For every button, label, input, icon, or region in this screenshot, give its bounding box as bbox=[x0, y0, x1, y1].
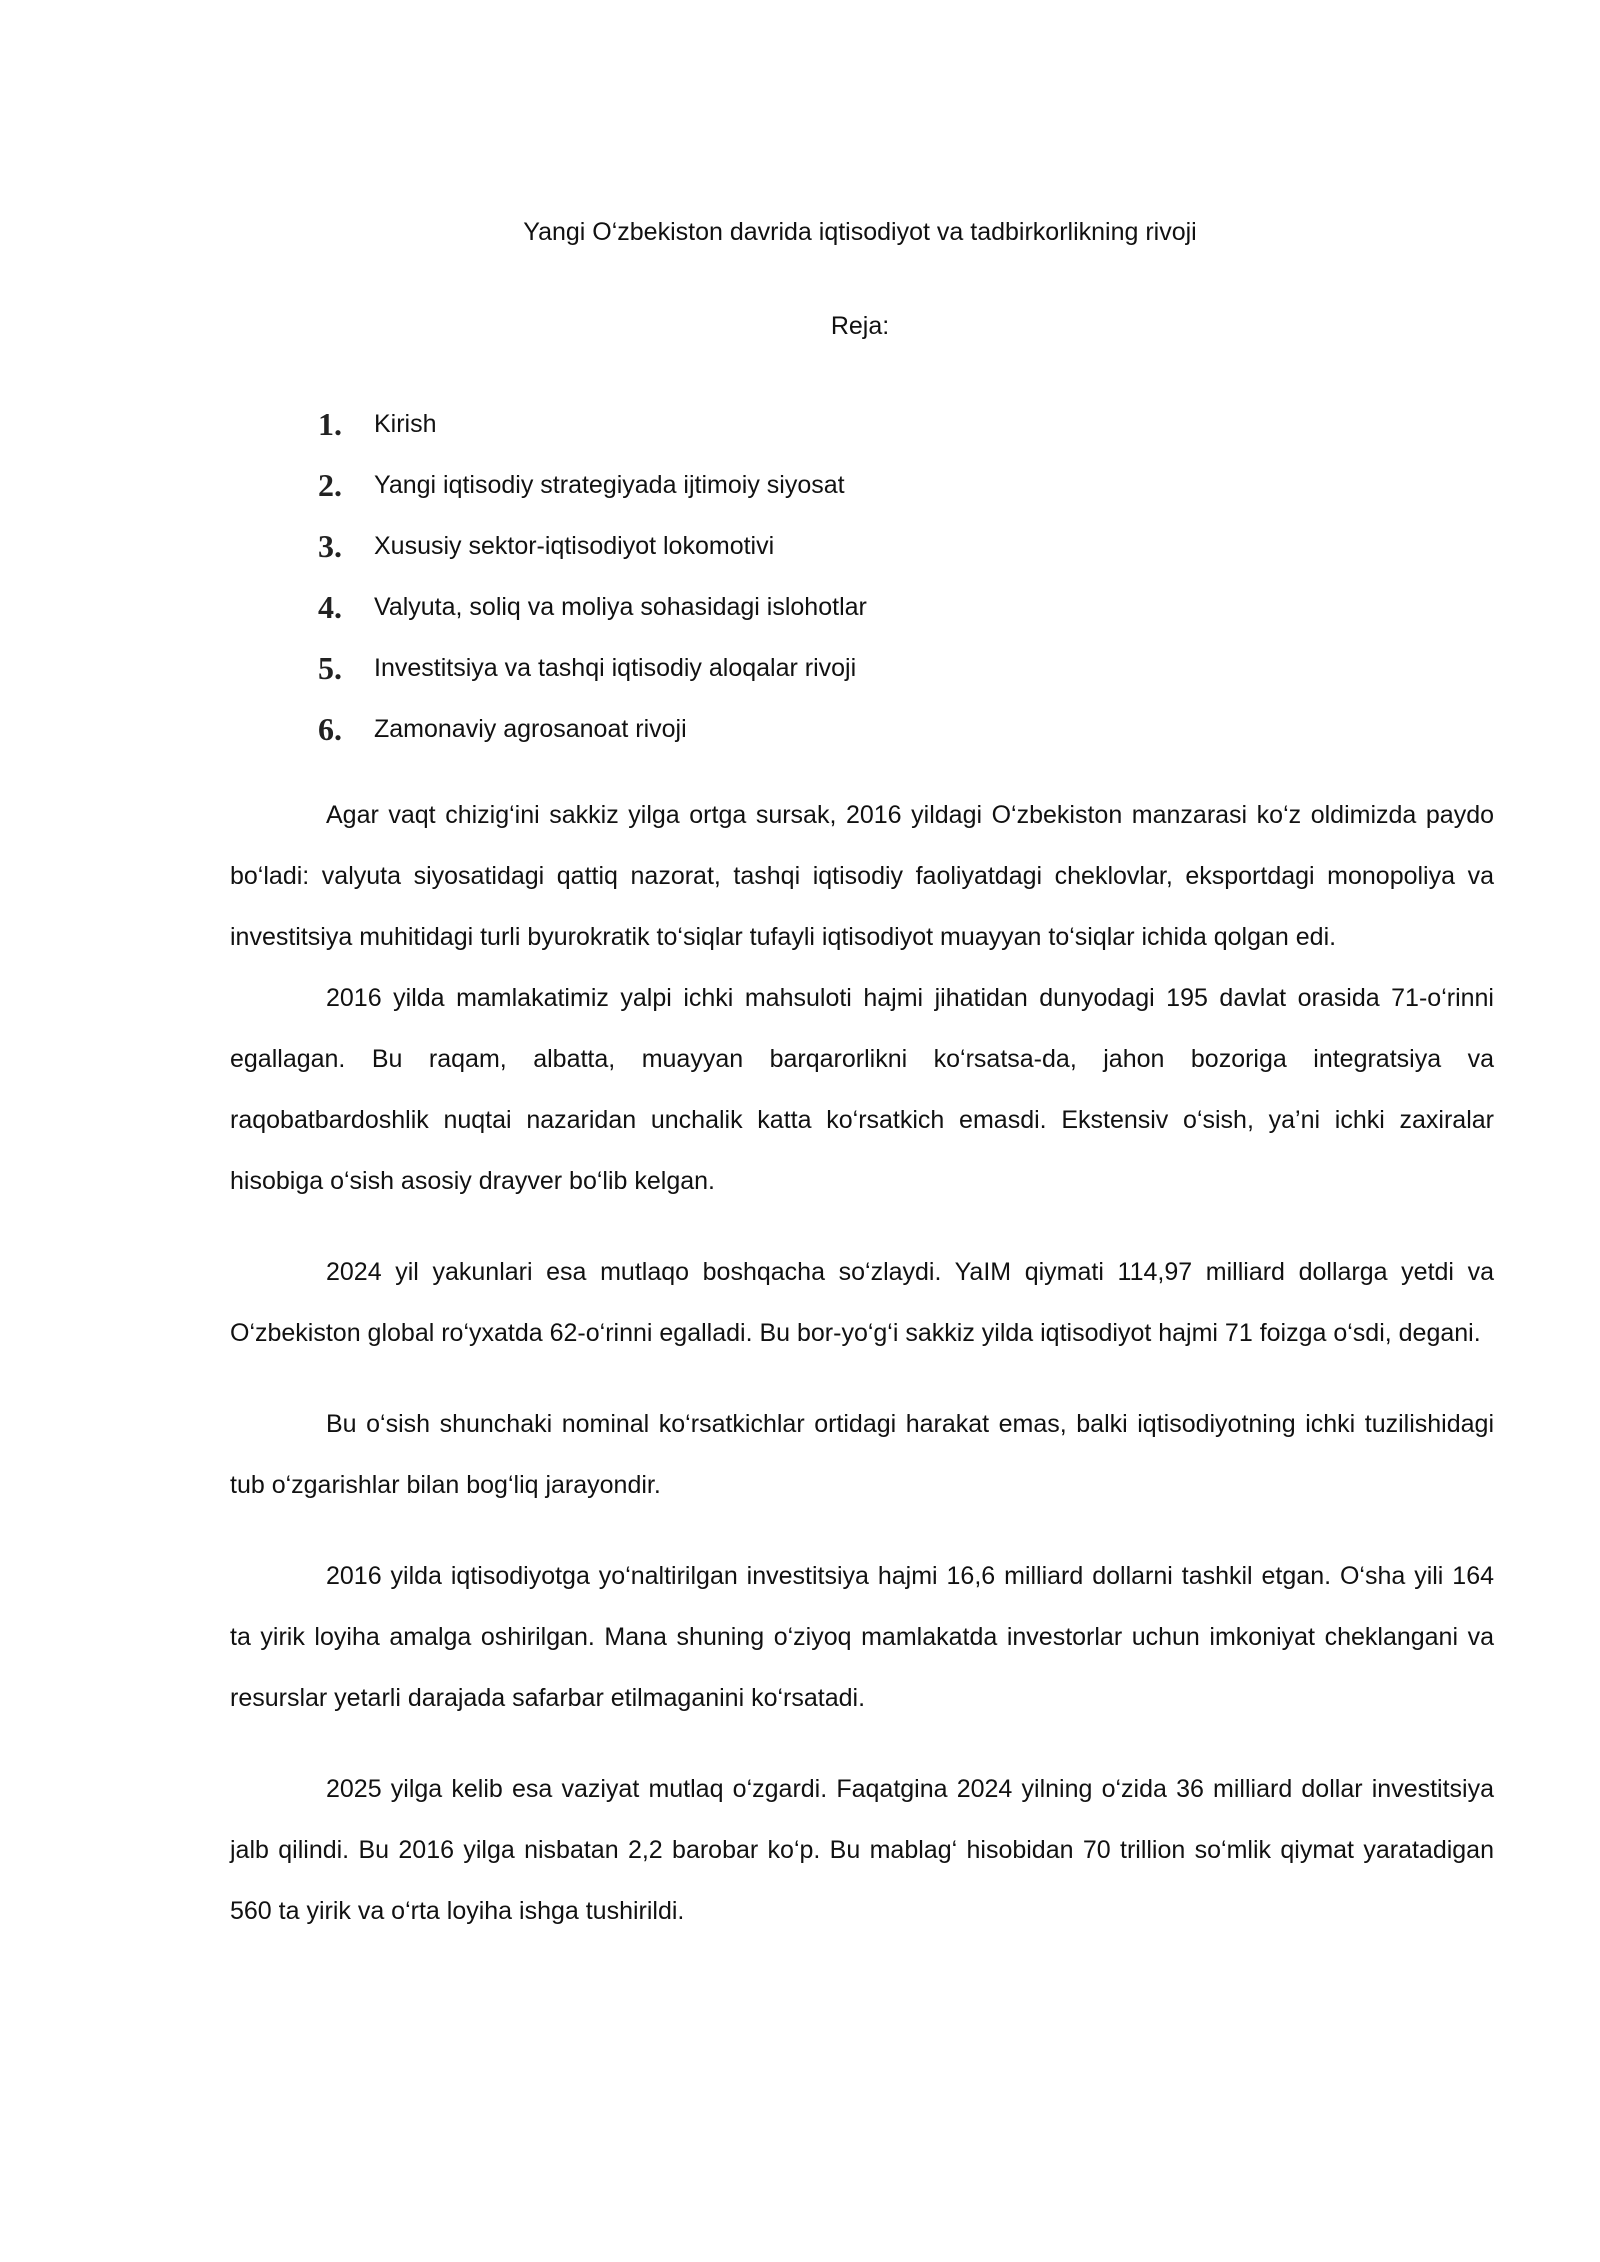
body-paragraph: 2025 yilga kelib esa vaziyat mutlaq o‘zgardi. Faqatgina 2024 yilning o‘zida 36 milliard dollar investitsiya jalb qilindi. Bu 2016 yilga nisbatan 2,2 barobar ko‘p. Bu mablag‘ hisobidan 70 trillion so‘mlik qiymat yaratadigan 560 ta yirik va o‘rta loyiha ishga tushirildi. bbox=[230, 1775, 1494, 1925]
document-title: Yangi O‘zbekiston davrida iqtisodiyot va tadbirkorlikning rivoji bbox=[523, 218, 1197, 246]
plan-list bbox=[318, 394, 867, 760]
plan-item bbox=[318, 394, 867, 455]
document-body bbox=[230, 785, 1494, 1942]
plan-item-number: 6. bbox=[318, 711, 342, 747]
body-paragraph: 2024 yil yakunlari esa mutlaqo boshqacha so‘zlaydi. YaIM qiymati 114,97 milliard dollarga yetdi va O‘zbekiston global ro‘yxatda 62-o‘rinni egalladi. Bu bor-yo‘g‘i sakkiz yilda iqtisodiyot hajmi 71 foizga o‘sdi, degani. bbox=[230, 1258, 1494, 1347]
plan-item-text: Zamonaviy agrosanoat rivoji bbox=[374, 715, 687, 743]
body-paragraph: 2016 yilda iqtisodiyotga yo‘naltirilgan investitsiya hajmi 16,6 milliard dollarni tashkil etgan. O‘sha yili 164 ta yirik loyiha amalga oshirilgan. Mana shuning o‘ziyoq mamlakatda investorlar uchun imkoniyat cheklangani va resurslar yetarli darajada safarbar etilmaganini ko‘rsatadi. bbox=[230, 1562, 1494, 1712]
body-paragraph: Agar vaqt chizig‘ini sakkiz yilga ortga sursak, 2016 yildagi O‘zbekiston manzarasi ko‘z oldimizda paydo bo‘ladi: valyuta siyosatidagi qattiq nazorat, tashqi iqtisodiy faoliyatdagi cheklovlar, eksportdagi monopoliya va investitsiya muhitidagi turli byurokratik to‘siqlar tufayli iqtisodiyot muayyan to‘siqlar ichida qolgan edi. bbox=[230, 801, 1494, 951]
body-paragraph: Bu o‘sish shunchaki nominal ko‘rsatkichlar ortidagi harakat emas, balki iqtisodiyotning ichki tuzilishidagi tub o‘zgarishlar bilan bog‘liq jarayondir. bbox=[230, 1410, 1494, 1499]
plan-item-number: 1. bbox=[318, 406, 342, 442]
plan-item-number: 3. bbox=[318, 528, 342, 564]
plan-item bbox=[318, 577, 867, 638]
plan-item-text: Valyuta, soliq va moliya sohasidagi islohotlar bbox=[374, 593, 867, 621]
plan-item bbox=[318, 638, 867, 699]
plan-item-number: 2. bbox=[318, 467, 342, 503]
plan-item-number: 4. bbox=[318, 589, 342, 625]
plan-item-text: Kirish bbox=[374, 410, 437, 438]
plan-item-number: 5. bbox=[318, 650, 342, 686]
plan-item-text: Investitsiya va tashqi iqtisodiy aloqalar rivoji bbox=[374, 654, 857, 682]
body-paragraph: 2016 yilda mamlakatimiz yalpi ichki mahsuloti hajmi jihatidan dunyodagi 195 davlat orasida 71-o‘rinni egallagan. Bu raqam, albatta, muayyan barqarorlikni ko‘rsatsa-da, jahon bozoriga integratsiya va raqobatbardoshlik nuqtai nazaridan unchalik katta ko‘rsatkich emasdi. Ekstensiv o‘sish, ya’ni ichki zaxiralar hisobiga o‘sish asosiy drayver bo‘lib kelgan. bbox=[230, 984, 1494, 1195]
plan-heading: Reja: bbox=[830, 312, 890, 340]
plan-item-text: Yangi iqtisodiy strategiyada ijtimoiy siyosat bbox=[374, 471, 845, 499]
plan-item bbox=[318, 455, 867, 516]
plan-item-text: Xususiy sektor-iqtisodiyot lokomotivi bbox=[374, 532, 775, 560]
plan-item bbox=[318, 699, 867, 760]
plan-item bbox=[318, 516, 867, 577]
